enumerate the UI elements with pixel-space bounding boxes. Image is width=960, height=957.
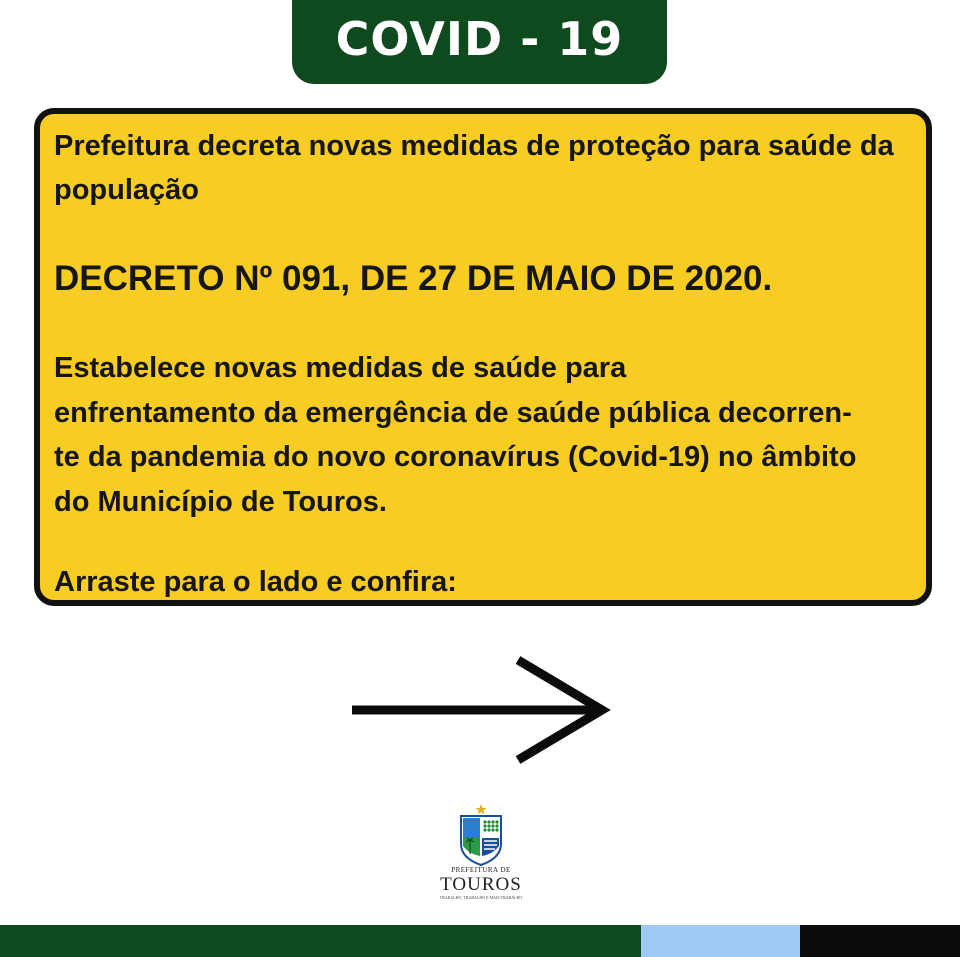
footer-stripe-blue (641, 925, 800, 957)
description-line: do Município de Touros. (54, 485, 387, 518)
title-banner (292, 0, 667, 84)
swipe-instruction: Arraste para o lado e confira: (54, 566, 457, 598)
description-line: enfrentamento da emergência de saúde pública decorren- (54, 396, 852, 429)
logo-prefix: PREFEITURA DE (451, 866, 511, 874)
coat-of-arms-icon (457, 804, 505, 866)
decree-number: DECRETO Nº 091, DE 27 DE MAIO DE 2020. (54, 259, 773, 298)
footer-stripe-black (800, 925, 960, 957)
decree-description (54, 346, 920, 524)
logo-slogan: TRABALHO, TRABALHO E MAIS TRABALHO (439, 895, 523, 900)
decree-notice-box (34, 108, 932, 606)
page-title: COVID - 19 (335, 12, 624, 66)
logo-name: TOUROS (440, 874, 522, 895)
footer-stripe-green (0, 925, 641, 957)
description-line: te da pandemia do novo coronavírus (Covid-19) no âmbito (54, 441, 857, 473)
arrow-right-icon[interactable] (350, 655, 612, 765)
description-line: Estabelece novas medidas de saúde para (54, 352, 627, 384)
notice-headline: Prefeitura decreta novas medidas de proteção para saúde da população (54, 130, 894, 206)
prefeitura-touros-logo (438, 804, 524, 904)
